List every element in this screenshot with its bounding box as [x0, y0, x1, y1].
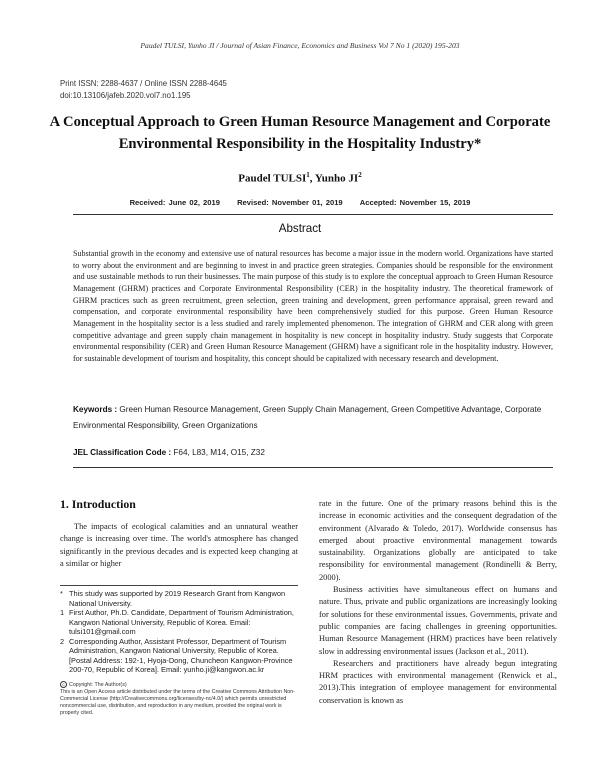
footnote-item: [60, 608, 300, 637]
footnote-item: [60, 589, 300, 608]
copyright-notice: [60, 681, 300, 717]
revised-date: Revised: November 01, 2019: [237, 198, 343, 207]
author-1: Paudel TULSI: [238, 172, 307, 185]
intro-paragraph-left: The impacts of ecological calamities and an unnatural weather change is increasing over time. The world's atmosphere has changed significantly in the previous decades and is expected keep changing at a similar or higher: [60, 522, 298, 568]
footnote-item: [60, 637, 300, 675]
abstract-heading: Abstract: [278, 222, 322, 235]
received-date: Received: June 02, 2019: [129, 198, 220, 207]
jel-codes: F64, L83, M14, O15, Z32: [173, 448, 265, 457]
copyright-title: Copyright: The Author(s): [69, 681, 127, 688]
author-line: [0, 171, 600, 185]
intro-paragraph-right-2: Business activities have simultaneous effect on humans and nature. Thus, private and public organizations are increasingly looking for solutions for these environmental issues. Governments, private and public companies are facing challenges in greening opportunities. Human Resource Management (HRM) practices have been relatively slow in addressing environmental issues (Jackson et al., 2011).: [319, 585, 557, 656]
author-2-affiliation: 2: [358, 171, 362, 179]
author-1-affiliation: 1: [306, 171, 310, 179]
footnote-text: First Author, Ph.D. Candidate, Department of Tourism Administration, Kangwon National University, Republic of Korea. Email: tulsi101@gmail.com: [69, 608, 294, 636]
footnote-text: Corresponding Author, Assistant Professor, Department of Tourism Administration, Kangwon National University, Republic of Korea. [Postal Address: 192-1, Hyoja-Dong, Chuncheon Kangwon-Province 200-70, Republic of Korea]. Email: yunho.ji@kangwon.ac.kr: [69, 636, 293, 674]
issn-block: [60, 78, 227, 101]
footnote-mark: 2: [60, 636, 65, 646]
accepted-date: Accepted: November 15, 2019: [359, 198, 471, 207]
jel-classification: [73, 448, 553, 457]
keywords-text: Green Human Resource Management, Green Supply Chain Management, Green Competitive Advantage, Corporate Environmental Responsibility, Green Organizations: [73, 405, 542, 430]
jel-label: JEL Classification Code :: [73, 448, 174, 457]
author-separator: ,: [309, 172, 315, 185]
footnote-mark: *: [60, 589, 63, 598]
top-divider: [73, 214, 553, 215]
intro-paragraph-right-3: Researchers and practitioners have already begun integrating HRM practices with environmental management (Renwick et al., 2013).This integration of employee management for environmental conservation is known as: [319, 658, 557, 705]
intro-paragraph-right-1: rate in the future. One of the primary reasons behind this is the increase in economic activities and the consequent degradation of the environment (Alvarado & Toledo, 2017). Worldwide consensus has emerged about proactive environmental management towards sustainability. Organizations globally are anticipated to take responsibility for environmental management (Rondinelli & Berry, 2000).: [319, 499, 557, 582]
title-line-2: Environmental Responsibility in the Hospitality Industry*: [118, 136, 482, 152]
copyright-icon: c: [60, 681, 67, 688]
copyright-line: [60, 681, 300, 689]
section-heading-introduction: 1. Introduction: [60, 497, 136, 511]
article-dates: [70, 198, 530, 207]
footnote-mark: 1: [60, 608, 65, 617]
running-header: Paudel TULSI, Yunho JI / Journal of Asian Finance, Economics and Business Vol 7 No 1 (2020) 195-203: [140, 41, 460, 50]
left-column: [60, 521, 298, 570]
title-line-1: A Conceptual Approach to Green Human Resource Management and Corporate: [49, 114, 551, 130]
doi-line: doi:10.13106/jafeb.2020.vol7.no1.195: [60, 90, 191, 100]
paper-title: [40, 111, 560, 155]
abstract-body: Substantial growth in the economy and extensive use of natural resources has become a major issue in the modern world. Organizations have started to worry about the environment and are beginning to invest in and practice green strategies. Companies should be responsible for the environment and use sustainable methods to run their businesses. The main purpose of this study is to explore the conceptual approach to Green Human Resource Management (GHRM) practices and Corporate Environmental Responsibility (CER) in the hospitality industry. The theoretical framework of GHRM practices such as green recruitment, green selection, green training and development, green performance appraisal, green reward and compensation, and corporate environmental responsibility have been comprehensively studied for this purpose. Green Human Resource Management in the hospitality sector is a less studied and rarely implemented phenomenon. The integration of GHRM and CER along with green competitive advantage and green supply chain management in hospitality is new concept in hospitality industry. Study suggests that Corporate environmental responsibility (CER) and Green Human Resource Management (GHRM) have a significant role in the hospitality industry. However, for sustainable development of tourism and hospitality, this concept should be capitalized with necessary research and development.: [73, 249, 553, 363]
license-text: This is an Open Access article distributed under the terms of the Creative Commons Attribution Non-Commercial License (http://Creativecommons.org/licenses/by-nc/4.0/) which permits unrestricted noncommercial use, distribution, and reproduction in any medium, provided the original work is properly cited.: [60, 688, 295, 716]
right-column: [319, 498, 557, 707]
keywords: [73, 402, 553, 433]
footnotes: [60, 589, 300, 675]
issn-line: Print ISSN: 2288-4637 / Online ISSN 2288-4645: [60, 79, 227, 88]
keywords-label: Keywords :: [73, 405, 120, 414]
author-2: Yunho JI: [314, 172, 359, 185]
footnote-text: This study was supported by 2019 Research Grant from Kangwon National University.: [69, 589, 286, 608]
footnote-divider: [60, 585, 298, 586]
bottom-divider: [73, 467, 553, 468]
